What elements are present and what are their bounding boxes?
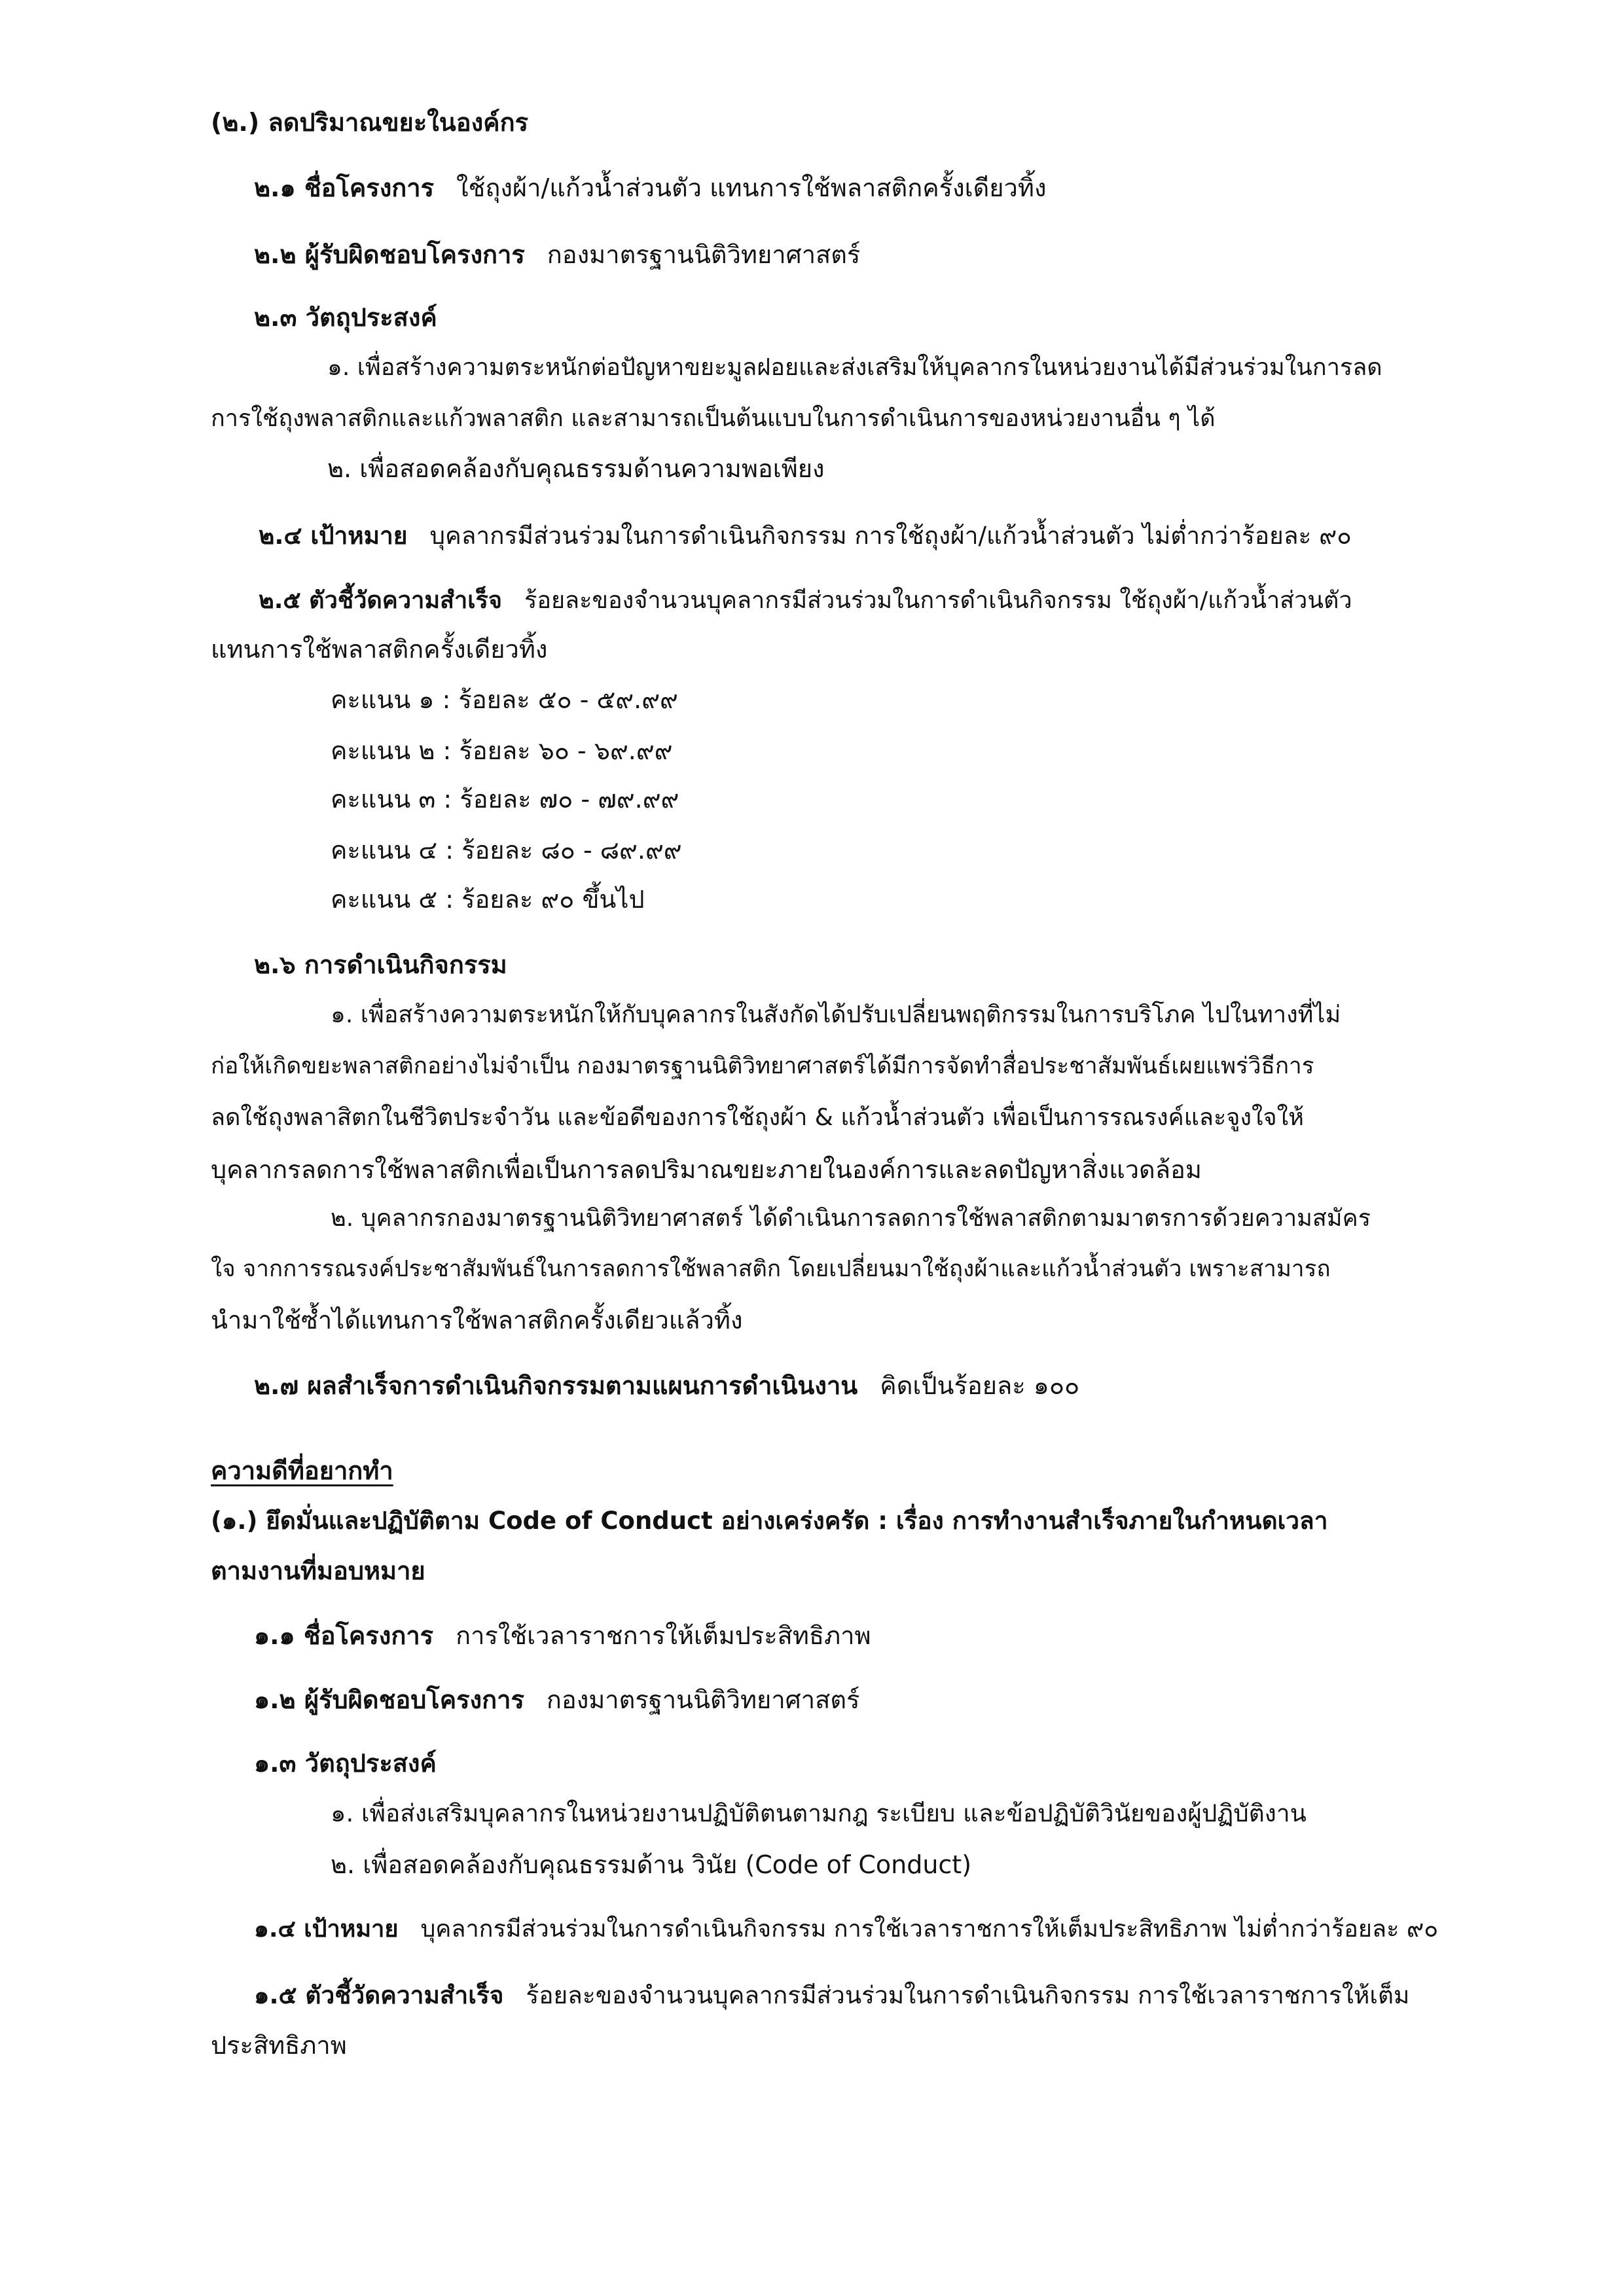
project-name-value: การใช้เวลาราชการให้เต็มประสิทธิภาพ (456, 1621, 871, 1650)
project-name-row (254, 1623, 871, 1648)
objective-item-1-continued: การใช้ถุงพลาสติกและแก้วพลาสติก และสามารถเป็นต้นแบบในการดำเนินการของหน่วยงานอื่น ๆ ได้ (211, 405, 1216, 432)
result-row (254, 1373, 1079, 1398)
code-of-conduct-heading-continued: ตามงานที่มอบหมาย (211, 1556, 425, 1585)
good-deeds-heading: ความดีที่อยากทำ (211, 1456, 393, 1485)
project-name-row (254, 175, 1047, 200)
target-label: ๑.๔ เป้าหมาย (254, 1916, 399, 1943)
project-owner-row (254, 242, 860, 267)
objective-label: ๑.๓ วัตถุประสงค์ (254, 1749, 437, 1778)
activity-paragraph-line: ใจ จากการรณรงค์ประชาสัมพันธ์ในการลดการใช้พลาสติก โดยเปลี่ยนมาใช้ถุงผ้าและแก้วน้ำส่วนตัว เพราะสามารถ (211, 1256, 1331, 1282)
project-owner-row (254, 1687, 859, 1712)
objective-item-2: ๒. เพื่อสอดคล้องกับคุณธรรมด้าน วินัย (Code of Conduct) (331, 1850, 972, 1879)
project-name-label: ๑.๑ ชื่อโครงการ (254, 1621, 434, 1650)
score-item: คะแนน ๑ : ร้อยละ ๕๐ - ๕๙.๙๙ (331, 685, 678, 714)
activity-paragraph-line: นำมาใช้ซ้ำได้แทนการใช้พลาสติกครั้งเดียวแล้วทิ้ง (211, 1306, 743, 1335)
activity-paragraph-line: ก่อให้เกิดขยะพลาสติกอย่างไม่จำเป็น กองมาตรฐานนิติวิทยาศาสตร์ได้มีการจัดทำสื่อประชาสัมพันธ์เผยแพร่วิธีการ (211, 1053, 1314, 1079)
result-value: คิดเป็นร้อยละ ๑๐๐ (880, 1371, 1080, 1400)
kpi-label: ๒.๕ ตัวชี้วัดความสำเร็จ (259, 587, 502, 614)
kpi-value-continued: แทนการใช้พลาสติกครั้งเดียวทิ้ง (211, 635, 548, 664)
kpi-row (254, 1983, 1409, 2007)
kpi-value-continued: ประสิทธิภาพ (211, 2031, 347, 2060)
activity-label: ๒.๖ การดำเนินกิจกรรม (254, 950, 507, 979)
score-item: คะแนน ๒ : ร้อยละ ๖๐ - ๖๙.๙๙ (331, 736, 673, 765)
kpi-label: ๑.๕ ตัวชี้วัดความสำเร็จ (254, 1981, 504, 2009)
target-label: ๒.๔ เป้าหมาย (259, 522, 408, 550)
activity-paragraph-line: ลดใช้ถุงพลาสิตกในชีวิตประจำวัน และข้อดีของการใช้ถุงผ้า & แก้วน้ำส่วนตัว เพื่อเป็นการรณรงค์และจูงใจให้ (211, 1104, 1304, 1131)
project-owner-value: กองมาตรฐานนิติวิทยาศาสตร์ (546, 1685, 860, 1714)
activity-paragraph-line: ๑. เพื่อสร้างความตระหนักให้กับบุคลากรในสังกัดได้ปรับเปลี่ยนพฤติกรรมในการบริโภค ไปในทางที่ไม่ (331, 1001, 1341, 1028)
kpi-value: ร้อยละของจำนวนบุคลากรมีส่วนร่วมในการดำเนินกิจกรรม ใช้ถุงผ้า/แก้วน้ำส่วนตัว (524, 587, 1352, 614)
score-item: คะแนน ๔ : ร้อยละ ๘๐ - ๘๙.๙๙ (331, 836, 682, 865)
objective-label: ๒.๓ วัตถุประสงค์ (254, 303, 437, 332)
project-owner-label: ๒.๒ ผู้รับผิดชอบโครงการ (254, 240, 525, 269)
activity-paragraph-line: ๒. บุคลากรกองมาตรฐานนิติวิทยาศาสตร์ ได้ดำเนินการลดการใช้พลาสติกตามมาตรการด้วยความสมัคร (331, 1205, 1371, 1232)
result-label: ๒.๗ ผลสำเร็จการดำเนินกิจกรรมตามแผนการดำเนินงาน (254, 1371, 858, 1400)
project-owner-label: ๑.๒ ผู้รับผิดชอบโครงการ (254, 1685, 524, 1714)
target-value: บุคลากรมีส่วนร่วมในการดำเนินกิจกรรม การใช้เวลาราชการให้เต็มประสิทธิภาพ ไม่ต่ำกว่าร้อยละ ๙๐ (420, 1916, 1439, 1943)
activity-paragraph-line: บุคลากรลดการใช้พลาสติกเพื่อเป็นการลดปริมาณขยะภายในองค์การและลดปัญหาสิ่งแวดล้อม (211, 1155, 1202, 1184)
score-item: คะแนน ๕ : ร้อยละ ๙๐ ขึ้นไป (331, 885, 645, 914)
project-name-value: ใช้ถุงผ้า/แก้วน้ำส่วนตัว แทนการใช้พลาสติกครั้งเดียวทิ้ง (456, 173, 1047, 202)
target-row (259, 524, 1352, 548)
objective-item-2: ๒. เพื่อสอดคล้องกับคุณธรรมด้านความพอเพียง (327, 454, 825, 483)
project-owner-value: กองมาตรฐานนิติวิทยาศาสตร์ (547, 240, 861, 269)
objective-item-1: ๑. เพื่อสร้างความตระหนักต่อปัญหาขยะมูลฝอยและส่งเสริมให้บุคลากรในหน่วยงานได้มีส่วนร่วมในการลด (327, 354, 1382, 381)
section-heading: (๒.) ลดปริมาณขยะในองค์กร (211, 108, 528, 137)
code-of-conduct-heading: (๑.) ยึดมั่นและปฏิบัติตาม Code of Conduct อย่างเคร่งครัด : เรื่อง การทำงานสำเร็จภายในกำหนดเวลา (211, 1507, 1328, 1535)
kpi-row (259, 589, 1352, 613)
score-item: คะแนน ๓ : ร้อยละ ๗๐ - ๗๙.๙๙ (331, 785, 679, 814)
target-row (254, 1918, 1438, 1941)
target-value: บุคลากรมีส่วนร่วมในการดำเนินกิจกรรม การใช้ถุงผ้า/แก้วน้ำส่วนตัว ไม่ต่ำกว่าร้อยละ ๙๐ (429, 522, 1352, 550)
kpi-value: ร้อยละของจำนวนบุคลากรมีส่วนร่วมในการดำเนินกิจกรรม การใช้เวลาราชการให้เต็ม (526, 1981, 1410, 2009)
project-name-label: ๒.๑ ชื่อโครงการ (254, 173, 434, 202)
objective-item-1: ๑. เพื่อส่งเสริมบุคลากรในหน่วยงานปฏิบัติตนตามกฎ ระเบียบ และข้อปฏิบัติวินัยของผู้ปฏิบัติงาน (331, 1799, 1307, 1827)
